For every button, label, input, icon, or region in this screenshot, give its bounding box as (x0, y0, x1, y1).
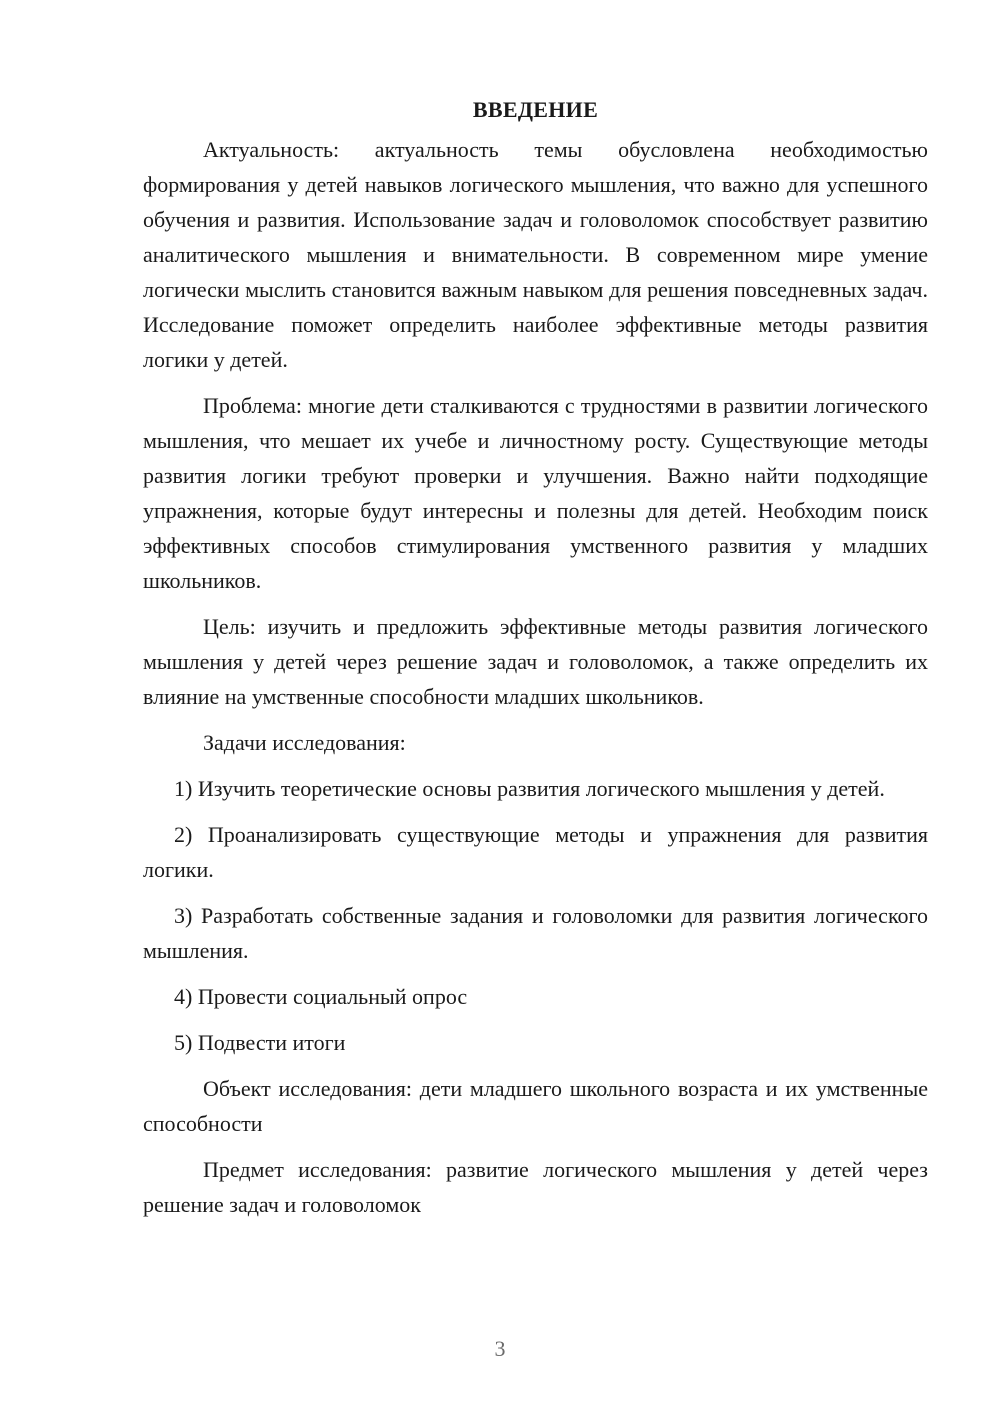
task-item-1: 1) Изучить теоретические основы развития логического мышления у детей. (174, 776, 885, 801)
relevance-paragraph: Актуальность: актуальность темы обусловлена необходимостью формирования у детей навыков логического мышления, что важно для успешного обучения и развития. Использование задач и головоломок способствует развитию аналитического мышления и внимательности. В современном мире умение логически мыслить становится важным навыком для решения повседневных задач. Исследование поможет определить наиболее эффективные методы развития логики у детей. (143, 137, 928, 372)
task-item-2: 2) Проанализировать существующие методы и упражнения для развития логики. (143, 822, 928, 882)
task-item-5: 5) Подвести итоги (174, 1030, 346, 1055)
object-paragraph: Объект исследования: дети младшего школьного возраста и их умственные способности (143, 1076, 928, 1136)
task-item-4: 4) Провести социальный опрос (174, 984, 468, 1009)
goal-paragraph: Цель: изучить и предложить эффективные методы развития логического мышления у детей через решение задач и головоломок, а также определить их влияние на умственные способности младших школьников. (143, 614, 928, 709)
subject-paragraph: Предмет исследования: развитие логического мышления у детей через решение задач и головоломок (143, 1157, 928, 1217)
document-page (143, 92, 928, 1233)
tasks-heading: Задачи исследования: (203, 730, 406, 755)
task-item-3: 3) Разработать собственные задания и головоломки для развития логического мышления. (143, 903, 928, 963)
problem-paragraph: Проблема: многие дети сталкиваются с трудностями в развитии логического мышления, что мешает их учебе и личностному росту. Существующие методы развития логики требуют проверки и улучшения. Важно найти подходящие упражнения, которые будут интересны и полезны для детей. Необходим поиск эффективных способов стимулирования умственного развития у младших школьников. (143, 393, 928, 593)
section-title: ВВЕДЕНИЕ (472, 97, 599, 122)
page-number: 3 (494, 1336, 506, 1361)
